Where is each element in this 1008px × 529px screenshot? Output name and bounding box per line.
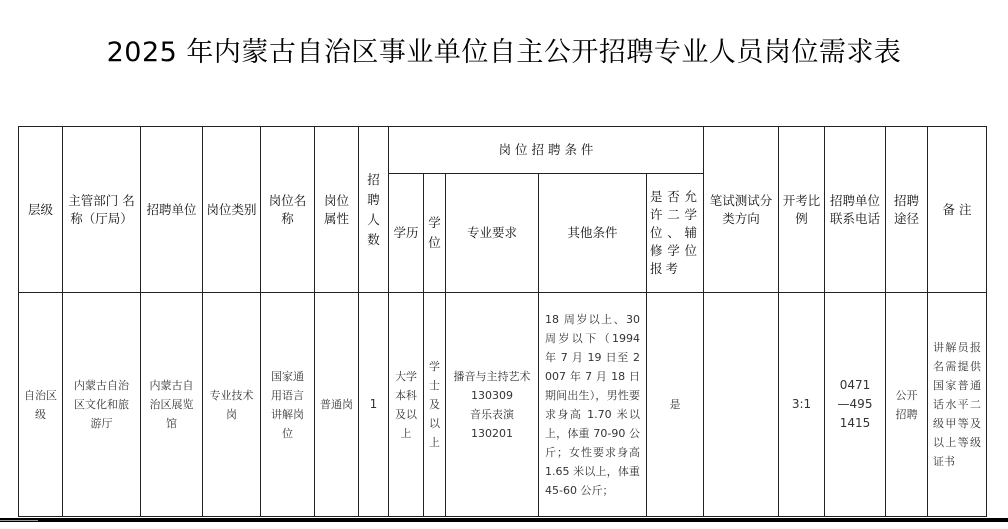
header-degree: 学位	[424, 174, 446, 293]
header-conditions: 岗 位 招 聘 条 件	[389, 127, 704, 174]
cell-phone: 0471—4951415	[825, 293, 886, 517]
cell-major	[446, 293, 539, 517]
data-row	[19, 293, 987, 517]
header-remark: 备 注	[928, 127, 987, 293]
header-attribute: 岗位属性	[315, 127, 359, 293]
cell-attribute: 普通岗	[315, 293, 359, 517]
header-phone: 招聘单位联系电话	[825, 127, 886, 293]
header-other: 其他条件	[539, 174, 647, 293]
header-exam: 笔试测试分类方向	[704, 127, 779, 293]
cell-category: 专业技术岗	[203, 293, 261, 517]
cell-remark: 讲解员报名需提供国家普通话水平二级甲等及以上等级证书	[928, 293, 987, 517]
major-2-name: 音乐表演	[470, 407, 514, 421]
cell-count: 1	[359, 293, 389, 517]
header-method: 招聘途径	[886, 127, 928, 293]
header-row-1	[19, 127, 987, 174]
major-1-name: 播音与主持艺术	[453, 369, 531, 383]
cell-ratio: 3:1	[779, 293, 825, 517]
cell-dept: 内蒙古自治区文化和旅游厅	[63, 293, 141, 517]
cell-exam	[704, 293, 779, 517]
header-ratio: 开考比例	[779, 127, 825, 293]
header-unit: 招聘单位	[141, 127, 203, 293]
cell-other: 18 周岁以上、30 周岁以下（1994 年 7 月 19 日至 2007 年 7 月 18 日期间出生），男性要求身高 1.70 米以上，体重 70-90 公斤；女性要求身高 1.65 米以上，体重 45-60 公斤；	[539, 293, 647, 517]
cell-education: 大学本科及以上	[389, 293, 424, 517]
page-title: 2025 年内蒙古自治区事业单位自主公开招聘专业人员岗位需求表	[106, 37, 902, 68]
header-category: 岗位类别	[203, 127, 261, 293]
header-level: 层级	[19, 127, 63, 293]
major-2-code: 130201	[471, 426, 513, 440]
header-major: 专业要求	[446, 174, 539, 293]
header-count: 招聘人数	[359, 127, 389, 293]
cell-method: 公开招聘	[886, 293, 928, 517]
major-1-code: 130309	[471, 388, 513, 402]
cell-level: 自治区级	[19, 293, 63, 517]
job-requirements-table	[18, 126, 987, 517]
header-dept: 主管部门 名称（厅局）	[63, 127, 141, 293]
page-bottom-rule	[0, 518, 1008, 522]
header-education: 学历	[389, 174, 424, 293]
cell-unit: 内蒙古自治区展览馆	[141, 293, 203, 517]
header-post-name: 岗位名称	[261, 127, 315, 293]
cell-degree: 学士及以上	[424, 293, 446, 517]
cell-post-name: 国家通用语言讲解岗位	[261, 293, 315, 517]
cell-second-degree: 是	[647, 293, 704, 517]
header-second-degree: 是否允许二学位、辅修学位报考	[647, 174, 704, 293]
